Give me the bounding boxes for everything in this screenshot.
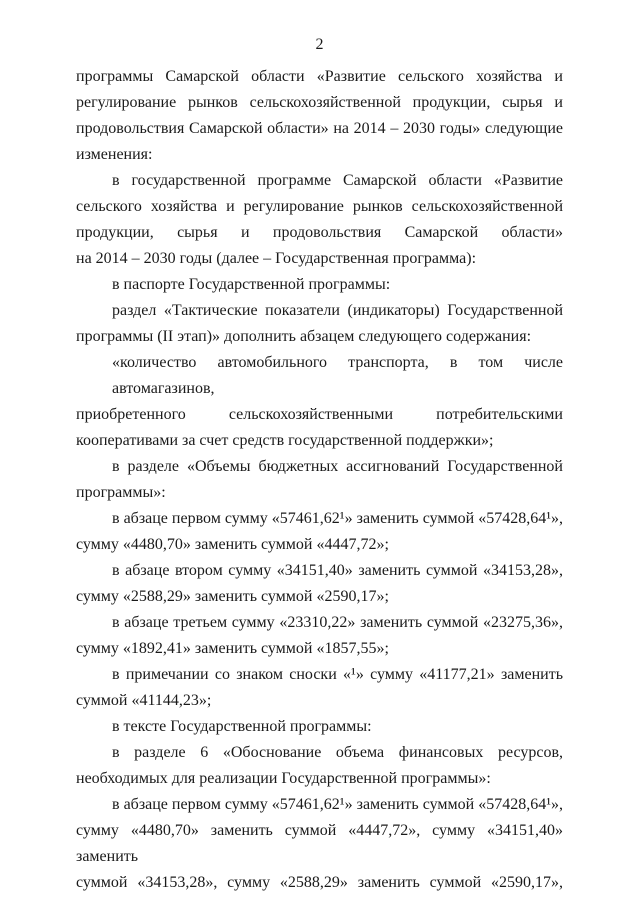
text-line: кооперативами за счет средств государственной поддержки»; [76, 432, 494, 449]
text-line: продовольствия Самарской области» на 2014 – 2030 годы» следующие [76, 120, 563, 137]
text-line: суммой «34153,28», сумму «2588,29» заменить суммой «2590,17», [76, 874, 563, 891]
text-line: сельского хозяйства и регулирование рынков сельскохозяйственной [76, 198, 563, 215]
text-line: продукции, сырья и продовольствия Самарской области» [76, 224, 563, 241]
text-line: в паспорте Государственной программы: [112, 276, 391, 293]
document-body [76, 64, 563, 896]
text-line: в абзаце первом сумму «57461,62¹» заменить суммой «57428,64¹», [112, 510, 563, 527]
text-line: сумму «2588,29» заменить суммой «2590,17»; [76, 588, 389, 605]
text-line: изменения: [76, 146, 153, 163]
text-line: суммой «41144,23»; [76, 692, 212, 709]
text-line: в абзаце первом сумму «57461,62¹» заменить суммой «57428,64¹», [112, 796, 563, 813]
text-line: в абзаце третьем сумму «23310,22» заменить суммой «23275,36», [112, 614, 563, 631]
text-line: в разделе «Объемы бюджетных ассигнований Государственной [112, 458, 563, 475]
text-line: на 2014 – 2030 годы (далее – Государственная программа): [76, 250, 477, 267]
text-line: сумму «4480,70» заменить суммой «4447,72», сумму «34151,40» заменить [76, 822, 563, 865]
text-line: в примечании со знаком сноски «¹» сумму «41177,21» заменить [112, 666, 563, 683]
text-line: приобретенного сельскохозяйственными потребительскими [76, 406, 563, 423]
text-line: необходимых для реализации Государственной программы»: [76, 770, 491, 787]
text-line: «количество автомобильного транспорта, в том числе автомагазинов, [112, 354, 563, 397]
text-line: раздел «Тактические показатели (индикаторы) Государственной [112, 302, 563, 319]
text-line: сумму «1892,41» заменить суммой «1857,55»; [76, 640, 389, 657]
text-line: в разделе 6 «Обоснование объема финансовых ресурсов, [112, 744, 563, 761]
text-line: в государственной программе Самарской области «Развитие [112, 172, 563, 189]
text-line: программы (II этап)» дополнить абзацем следующего содержания: [76, 328, 532, 345]
text-line: программы»: [76, 484, 166, 501]
text-line: программы Самарской области «Развитие сельского хозяйства и [76, 68, 563, 85]
page-number: 2 [315, 36, 324, 53]
text-line: сумму «4480,70» заменить суммой «4447,72»; [76, 536, 389, 553]
text-line: в тексте Государственной программы: [112, 718, 372, 735]
text-line: регулирование рынков сельскохозяйственной продукции, сырья и [76, 94, 563, 111]
text-line: в абзаце втором сумму «34151,40» заменить суммой «34153,28», [112, 562, 563, 579]
